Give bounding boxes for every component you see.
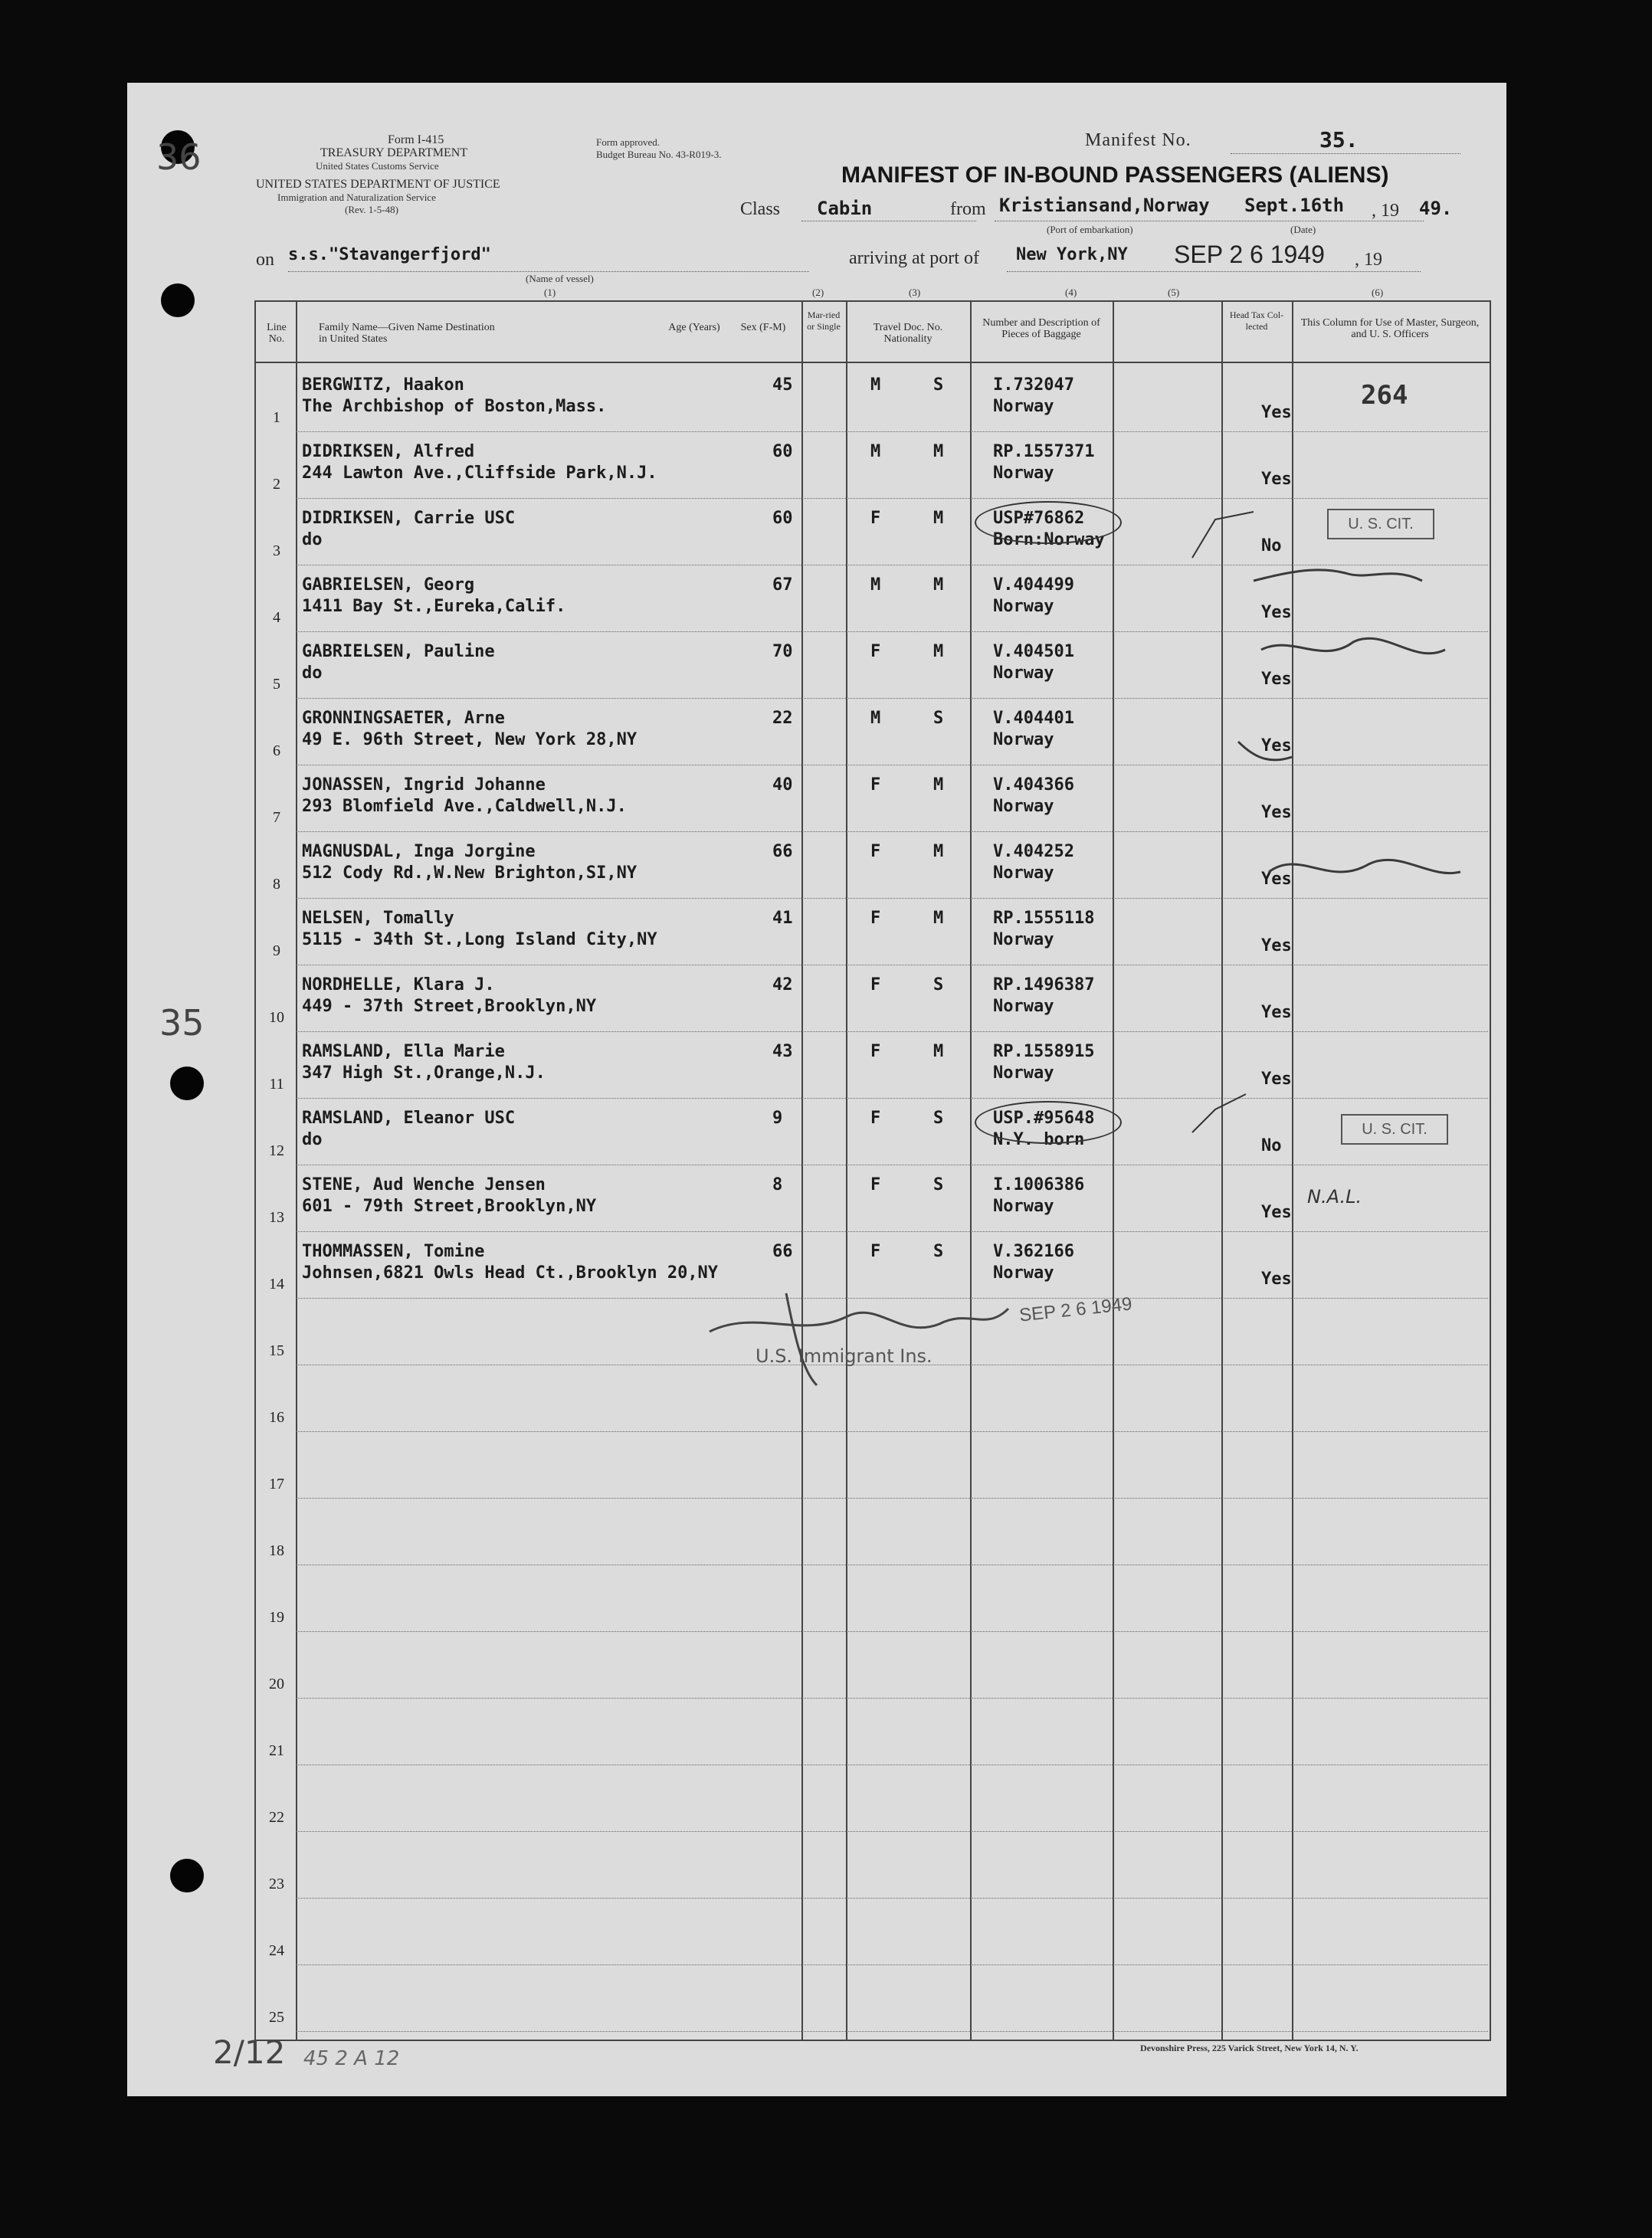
from-label: from — [950, 199, 986, 219]
manifest-number: 35. — [1319, 127, 1359, 152]
line-number: 16 — [269, 1409, 284, 1426]
table-row — [254, 836, 1490, 903]
passenger-name: RAMSLAND, Ella Marie — [302, 1042, 505, 1061]
head-tax-collected: Yes — [1261, 1003, 1292, 1022]
line-number: 24 — [269, 1942, 284, 1959]
embark-year: 49. — [1419, 198, 1453, 219]
head-tax-collected: No — [1261, 536, 1282, 555]
arriving-label: arriving at port of — [849, 248, 979, 268]
budget-bureau: Budget Bureau No. 43-R019-3. — [596, 149, 722, 160]
header-head-tax: Head Tax Col-lected — [1229, 310, 1284, 332]
bottom-note: 45 2 A 12 — [303, 2047, 400, 2070]
passenger-sex: M — [870, 375, 881, 395]
passenger-destination: 347 High St.,Orange,N.J. — [302, 1063, 546, 1083]
head-tax-collected: No — [1261, 1136, 1282, 1155]
passenger-name: NORDHELLE, Klara J. — [302, 975, 495, 994]
passenger-destination: 5115 - 34th St.,Long Island City,NY — [302, 930, 657, 949]
header-rule — [254, 362, 1490, 363]
passenger-name: MAGNUSDAL, Inga Jorgine — [302, 842, 536, 861]
binder-hole — [170, 1859, 204, 1892]
manifest-label: Manifest No. — [1085, 130, 1191, 150]
row-rule — [296, 898, 1488, 899]
passenger-name: GRONNINGSAETER, Arne — [302, 709, 505, 728]
line-number: 18 — [269, 1542, 284, 1559]
line-number: 22 — [269, 1809, 284, 1826]
port-caption: (Port of embarkation) — [1047, 224, 1133, 235]
travel-doc-number: USP.#95648 — [993, 1109, 1095, 1128]
travel-doc-number: RP.1555118 — [993, 909, 1095, 928]
form-revision: (Rev. 1-5-48) — [345, 204, 398, 215]
nal-note: N.A.L. — [1307, 1186, 1362, 1207]
col-number: (2) — [812, 287, 824, 298]
line-number: 23 — [269, 1876, 284, 1892]
passenger-name: DIDRIKSEN, Alfred — [302, 442, 475, 461]
form-approved: Form approved. — [596, 136, 660, 148]
table-row — [254, 1569, 1490, 1636]
header-age: Age (Years) — [668, 322, 720, 333]
table-row — [254, 569, 1490, 636]
col-number: (3) — [909, 287, 921, 298]
passenger-destination: do — [302, 530, 323, 549]
marital-status: M — [933, 442, 944, 461]
travel-doc-number: RP.1496387 — [993, 975, 1095, 994]
line-number: 2 — [273, 476, 280, 493]
passenger-age: 41 — [772, 909, 793, 928]
header-sex: Sex (F-M) — [740, 322, 786, 333]
dept-treasury-sub: United States Customs Service — [316, 160, 439, 172]
header-officers: This Column for Use of Master, Surgeon, and U. S. Officers — [1300, 317, 1480, 340]
passenger-sex: F — [870, 775, 881, 795]
row-rule — [296, 1431, 1488, 1432]
row-rule — [296, 698, 1488, 699]
passenger-name: NELSEN, Tomally — [302, 909, 454, 928]
head-tax-collected: Yes — [1261, 1270, 1292, 1289]
nationality: Norway — [993, 464, 1054, 483]
embark-date: Sept.16th — [1244, 195, 1345, 216]
passenger-destination: The Archbishop of Boston,Mass. — [302, 397, 607, 416]
table-row — [254, 769, 1490, 836]
line-number: 15 — [269, 1342, 284, 1359]
passenger-destination: do — [302, 1130, 323, 1149]
passenger-name: JONASSEN, Ingrid Johanne — [302, 775, 546, 795]
travel-doc-number: V.362166 — [993, 1242, 1074, 1261]
binder-hole — [161, 283, 195, 317]
vessel-name: s.s."Stavangerfjord" — [288, 245, 491, 264]
nationality: Norway — [993, 730, 1054, 749]
nationality: N.Y. born — [993, 1130, 1085, 1149]
travel-doc-number: RP.1558915 — [993, 1042, 1095, 1061]
passenger-name: STENE, Aud Wenche Jensen — [302, 1175, 546, 1194]
class-value: Cabin — [817, 198, 873, 219]
passenger-age: 60 — [772, 509, 793, 528]
marital-status: S — [933, 375, 944, 395]
marital-status: M — [933, 775, 944, 795]
arrival-date-stamp: SEP 2 6 1949 — [1174, 241, 1325, 268]
head-tax-collected: Yes — [1261, 736, 1292, 755]
inspector-date-stamp: SEP 2 6 1949 — [1018, 1293, 1133, 1326]
header-travel-doc: Travel Doc. No. Nationality — [873, 322, 943, 345]
passenger-sex: F — [870, 1109, 881, 1128]
passenger-name: BERGWITZ, Haakon — [302, 375, 464, 395]
line-number: 20 — [269, 1676, 284, 1692]
bottom-mark: 2/12 — [213, 2033, 286, 2071]
doc-circle-mark — [975, 501, 1122, 544]
col-number: (6) — [1372, 287, 1384, 298]
marital-status: S — [933, 709, 944, 728]
row-rule — [296, 1631, 1488, 1632]
travel-doc-number: RP.1557371 — [993, 442, 1095, 461]
row-rule — [296, 631, 1488, 632]
head-tax-collected: Yes — [1261, 403, 1292, 422]
table-row — [254, 1169, 1490, 1236]
marital-status: M — [933, 509, 944, 528]
passenger-age: 9 — [772, 1109, 783, 1128]
header-baggage: Number and Description of Pieces of Baggage — [982, 317, 1100, 340]
header-married: Mar-ried or Single — [807, 310, 841, 332]
table-row — [254, 1636, 1490, 1702]
head-tax-collected: Yes — [1261, 936, 1292, 955]
travel-doc-number: V.404501 — [993, 642, 1074, 661]
passenger-sex: F — [870, 1242, 881, 1261]
passenger-destination: Johnsen,6821 Owls Head Ct.,Brooklyn 20,NY — [302, 1263, 719, 1283]
nationality: Norway — [993, 1263, 1054, 1283]
col-number: (5) — [1168, 287, 1180, 298]
passenger-sex: M — [870, 575, 881, 595]
passenger-sex: F — [870, 975, 881, 994]
row-rule — [296, 831, 1488, 832]
vessel-caption: (Name of vessel) — [526, 273, 594, 284]
passenger-destination: 293 Blomfield Ave.,Caldwell,N.J. — [302, 797, 627, 816]
form-number: Form I-415 — [388, 133, 444, 146]
nationality: Norway — [993, 597, 1054, 616]
row-rule — [296, 2031, 1488, 2032]
line-number: 9 — [273, 942, 280, 959]
row-rule — [296, 1498, 1488, 1499]
passenger-age: 22 — [772, 709, 793, 728]
inspector-stamp: U.S. Immigrant Ins. — [756, 1345, 933, 1367]
line-number: 11 — [269, 1076, 284, 1093]
marital-status: S — [933, 1175, 944, 1194]
passenger-age: 42 — [772, 975, 793, 994]
vessel-field-line — [288, 271, 809, 272]
head-tax-collected: Yes — [1261, 1203, 1292, 1222]
row-rule — [296, 1698, 1488, 1699]
marital-status: M — [933, 842, 944, 861]
table-row — [254, 503, 1490, 569]
table-row — [254, 1502, 1490, 1569]
travel-doc-number: V.404366 — [993, 775, 1074, 795]
manifest-field-line — [1231, 153, 1460, 154]
marital-status: S — [933, 1242, 944, 1261]
table-row — [254, 1836, 1490, 1902]
row-rule — [296, 498, 1488, 499]
dept-justice-sub: Immigration and Naturalization Service — [277, 192, 436, 203]
table-row — [254, 903, 1490, 969]
table-row — [254, 636, 1490, 703]
line-number: 25 — [269, 2009, 284, 2026]
travel-doc-number: I.1006386 — [993, 1175, 1085, 1194]
line-number: 19 — [269, 1609, 284, 1626]
passenger-sex: F — [870, 642, 881, 661]
passenger-name: DIDRIKSEN, Carrie USC — [302, 509, 516, 528]
us-cit-stamp: U. S. CIT. — [1341, 1114, 1448, 1145]
passenger-age: 66 — [772, 842, 793, 861]
date-caption: (Date) — [1290, 224, 1316, 235]
table-row — [254, 1969, 1490, 2036]
line-number: 10 — [269, 1009, 284, 1026]
row-rule — [296, 1031, 1488, 1032]
line-number: 7 — [273, 809, 280, 826]
marital-status: M — [933, 575, 944, 595]
nationality: Norway — [993, 397, 1054, 416]
passenger-name: THOMMASSEN, Tomine — [302, 1242, 485, 1261]
passenger-destination: 1411 Bay St.,Eureka,Calif. — [302, 597, 566, 616]
passenger-name: RAMSLAND, Eleanor USC — [302, 1109, 516, 1128]
table-row — [254, 1103, 1490, 1169]
nationality: Norway — [993, 997, 1054, 1016]
travel-doc-number: I.732047 — [993, 375, 1074, 395]
table-row — [254, 1436, 1490, 1502]
line-number: 17 — [269, 1476, 284, 1493]
arrival-year: , 19 — [1355, 250, 1382, 270]
side-mark: 35 — [159, 1002, 205, 1044]
passenger-destination: do — [302, 664, 323, 683]
manifest-sheet — [127, 83, 1506, 2096]
passenger-sex: F — [870, 509, 881, 528]
on-label: on — [256, 250, 274, 270]
row-rule — [296, 1898, 1488, 1899]
nationality: Norway — [993, 930, 1054, 949]
passenger-destination: 49 E. 96th Street, New York 28,NY — [302, 730, 638, 749]
passenger-sex: F — [870, 842, 881, 861]
head-tax-collected: Yes — [1261, 670, 1292, 689]
passenger-sex: M — [870, 442, 881, 461]
line-number: 8 — [273, 876, 280, 893]
row-rule — [296, 1098, 1488, 1099]
row-rule — [296, 431, 1488, 432]
line-number: 13 — [269, 1209, 284, 1226]
table-row — [254, 1769, 1490, 1836]
passenger-age: 43 — [772, 1042, 793, 1061]
manifest-title: MANIFEST OF IN-BOUND PASSENGERS (ALIENS) — [841, 162, 1389, 188]
passenger-destination: 601 - 79th Street,Brooklyn,NY — [302, 1197, 597, 1216]
col-number: (4) — [1065, 287, 1077, 298]
nationality: Born:Norway — [993, 530, 1105, 549]
line-number: 5 — [273, 676, 280, 693]
travel-doc-number: V.404401 — [993, 709, 1074, 728]
head-tax-collected: Yes — [1261, 803, 1292, 822]
line-number: 1 — [273, 409, 280, 426]
table-row — [254, 1702, 1490, 1769]
row-rule — [296, 1964, 1488, 1965]
row-rule — [296, 1831, 1488, 1832]
marital-status: M — [933, 1042, 944, 1061]
head-tax-collected: Yes — [1261, 870, 1292, 889]
marital-status: M — [933, 909, 944, 928]
head-tax-collected: Yes — [1261, 603, 1292, 622]
table-row — [254, 436, 1490, 503]
head-tax-collected: Yes — [1261, 1070, 1292, 1089]
line-number: 21 — [269, 1742, 284, 1759]
row-rule — [296, 1231, 1488, 1232]
travel-doc-number: V.404499 — [993, 575, 1074, 595]
nationality: Norway — [993, 863, 1054, 883]
table-row — [254, 1369, 1490, 1436]
header-name: Family Name—Given Name Destination in United States — [319, 322, 495, 345]
dept-justice: UNITED STATES DEPARTMENT OF JUSTICE — [256, 178, 500, 191]
passenger-age: 8 — [772, 1175, 783, 1194]
year-prefix: , 19 — [1372, 201, 1399, 221]
row-rule — [296, 1298, 1488, 1299]
line-number: 4 — [273, 609, 280, 626]
line-number: 12 — [269, 1142, 284, 1159]
passenger-age: 60 — [772, 442, 793, 461]
passenger-sex: F — [870, 1042, 881, 1061]
passenger-sex: F — [870, 909, 881, 928]
passenger-sex: F — [870, 1175, 881, 1194]
binder-hole — [170, 1067, 204, 1100]
table-row — [254, 369, 1490, 436]
nationality: Norway — [993, 664, 1054, 683]
line-number: 14 — [269, 1276, 284, 1293]
passenger-destination: 449 - 37th Street,Brooklyn,NY — [302, 997, 597, 1016]
passenger-destination: 512 Cody Rd.,W.New Brighton,SI,NY — [302, 863, 638, 883]
header-line-no: Line No. — [267, 322, 287, 345]
passenger-name: GABRIELSEN, Pauline — [302, 642, 495, 661]
nationality: Norway — [993, 797, 1054, 816]
arrival-port: New York,NY — [1016, 245, 1128, 264]
table-row — [254, 1902, 1490, 1969]
head-tax-collected: Yes — [1261, 470, 1292, 489]
table-row — [254, 1036, 1490, 1103]
table-row — [254, 703, 1490, 769]
passenger-age: 45 — [772, 375, 793, 395]
line-number: 6 — [273, 742, 280, 759]
nationality: Norway — [993, 1197, 1054, 1216]
dept-treasury: TREASURY DEPARTMENT — [320, 146, 468, 159]
page-mark: 36 — [156, 136, 202, 178]
class-label: Class — [740, 199, 781, 219]
marital-status: S — [933, 975, 944, 994]
passenger-age: 67 — [772, 575, 793, 595]
passenger-destination: 244 Lawton Ave.,Cliffside Park,N.J. — [302, 464, 657, 483]
embark-port: Kristiansand,Norway — [999, 195, 1210, 216]
doc-circle-mark — [975, 1101, 1122, 1144]
line-number: 3 — [273, 542, 280, 559]
passenger-name: GABRIELSEN, Georg — [302, 575, 475, 595]
table-row — [254, 1236, 1490, 1302]
passenger-age: 66 — [772, 1242, 793, 1261]
table-row — [254, 969, 1490, 1036]
marital-status: S — [933, 1109, 944, 1128]
passenger-sex: M — [870, 709, 881, 728]
nationality: Norway — [993, 1063, 1054, 1083]
travel-doc-number: USP#76862 — [993, 509, 1085, 528]
arrival-field-line — [1007, 271, 1421, 272]
col-number: (1) — [544, 287, 556, 298]
printer-imprint: Devonshire Press, 225 Varick Street, New York 14, N. Y. — [1140, 2043, 1359, 2053]
officer-number: 264 — [1361, 380, 1408, 411]
us-cit-stamp: U. S. CIT. — [1327, 509, 1434, 539]
marital-status: M — [933, 642, 944, 661]
travel-doc-number: V.404252 — [993, 842, 1074, 861]
passenger-age: 40 — [772, 775, 793, 795]
passenger-age: 70 — [772, 642, 793, 661]
